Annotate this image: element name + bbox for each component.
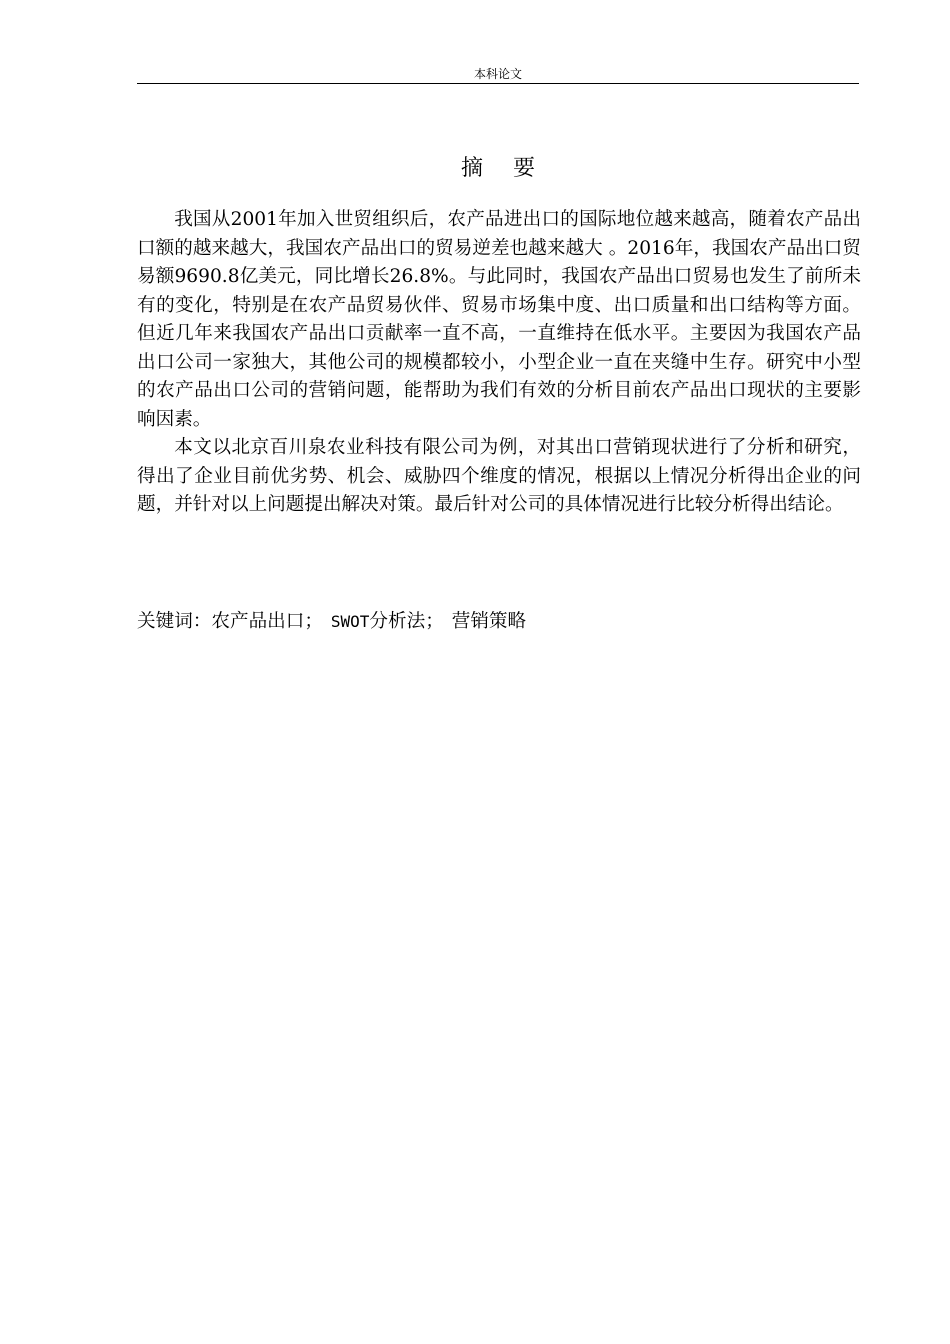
header-rule	[137, 83, 859, 84]
keyword-item: 营销策略	[451, 611, 527, 632]
abstract-title: 摘要	[460, 156, 565, 181]
abstract-body	[137, 206, 861, 520]
keyword-item: 分析法；	[369, 611, 444, 632]
keywords-label: 关键词：	[137, 611, 212, 632]
keyword-item: 农产品出口；	[211, 611, 323, 632]
keyword-item: SWOT	[330, 612, 370, 631]
abstract-paragraph-1: 我国从2001年加入世贸组织后，农产品进出口的国际地位越来越高，随着农产品出口额的越来越大，我国农产品出口的贸易逆差也越来越大 。2016年，我国农产品出口贸易额9690.8亿美元，同比增长26.8%。与此同时，我国农产品出口贸易也发生了前所未有的变化，特别是在农产品贸易伙伴、贸易市场集中度、出口质量和出口结构等方面。但近几年来我国农产品出口贡献率一直不高，一直维持在低水平。主要因为我国农产品出口公司一家独大，其他公司的规模都较小，小型企业一直在夹缝中生存。研究中小型的农产品出口公司的营销问题，能帮助为我们有效的分析目前农产品出口现状的主要影响因素。	[137, 209, 861, 430]
keywords-line	[137, 608, 859, 636]
running-header: 本科论文	[473, 67, 522, 81]
abstract-paragraph-2: 本文以北京百川泉农业科技有限公司为例，对其出口营销现状进行了分析和研究，得出了企业目前优劣势、机会、威胁四个维度的情况，根据以上情况分析得出企业的问题，并针对以上问题提出解决对策。最后针对公司的具体情况进行比较分析得出结论。	[137, 437, 861, 515]
